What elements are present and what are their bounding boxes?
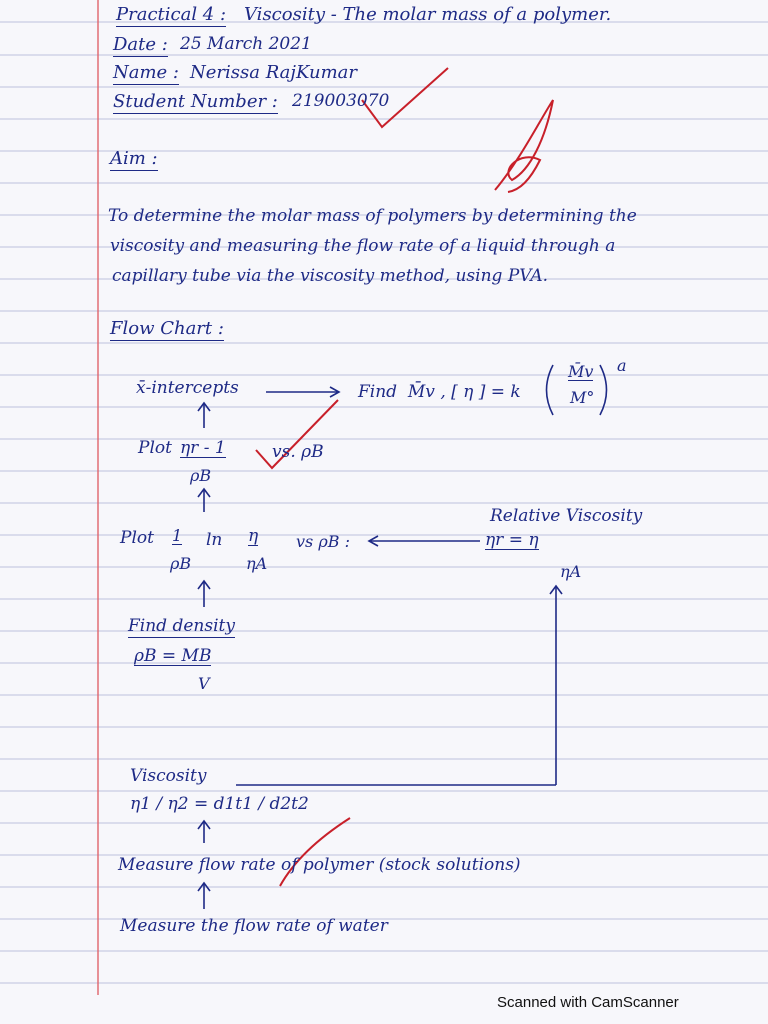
density-eq: ρB = MB [134, 646, 212, 666]
exponent-a: a [617, 356, 627, 375]
flow-chart-heading: Flow Chart : [110, 318, 224, 339]
student-number-label: Student Number : [113, 91, 278, 112]
measure-water-node: Measure the flow rate of water [120, 916, 388, 936]
plot-ln-eta-a: ηA [246, 554, 268, 573]
plot-ln-node: Plot [120, 528, 154, 548]
name-label: Name : [113, 62, 179, 83]
aim-line-1: To determine the molar mass of polymers by determining the [108, 206, 637, 226]
plot-eta-vs: vs. ρB [272, 442, 324, 462]
plot-ln-eta: η [248, 526, 259, 546]
plot-eta-node: Plot [138, 438, 172, 458]
aim-line-2: viscosity and measuring the flow rate of a liquid through a [110, 236, 616, 256]
aim-line-3: capillary tube via the viscosity method, using PVA. [112, 266, 549, 286]
date-value: 25 March 2021 [180, 34, 312, 54]
find-density-node: Find density [128, 616, 235, 636]
date-label: Date : [113, 34, 168, 55]
mo-denominator: M° [570, 388, 595, 407]
name-value: Nerissa RajKumar [190, 62, 358, 83]
plot-ln-vs: vs ρB : [296, 532, 350, 551]
relative-viscosity-label: Relative Viscosity [490, 506, 643, 526]
aim-heading: Aim : [110, 148, 158, 169]
mv-numerator: M̄v [568, 362, 594, 381]
scanner-watermark: Scanned with CamScanner [497, 994, 679, 1011]
plot-eta-denominator: ρB [190, 466, 212, 485]
density-den: V [198, 674, 210, 693]
practical-title: Viscosity - The molar mass of a polymer. [244, 4, 612, 25]
plot-ln-den: ρB [170, 554, 192, 573]
measure-polymer-node: Measure flow rate of polymer (stock solutions) [118, 855, 521, 875]
find-mv-node: Find M̄v , [ η ] = k [358, 382, 521, 402]
plot-ln-ln: ln [206, 530, 223, 550]
viscosity-eq: η1 / η2 = d1t1 / d2t2 [130, 794, 309, 814]
viscosity-node: Viscosity [130, 766, 207, 786]
practical-label: Practical 4 : [116, 4, 227, 25]
plot-eta-numerator: ηr - 1 [180, 438, 226, 458]
student-number-value: 219003070 [292, 91, 390, 111]
plot-ln-num: 1 [172, 526, 183, 545]
relative-viscosity-eq: ηr = η [485, 530, 539, 550]
relative-viscosity-den: ηA [560, 562, 582, 581]
x-intercepts-node: x̄-intercepts [136, 378, 239, 398]
